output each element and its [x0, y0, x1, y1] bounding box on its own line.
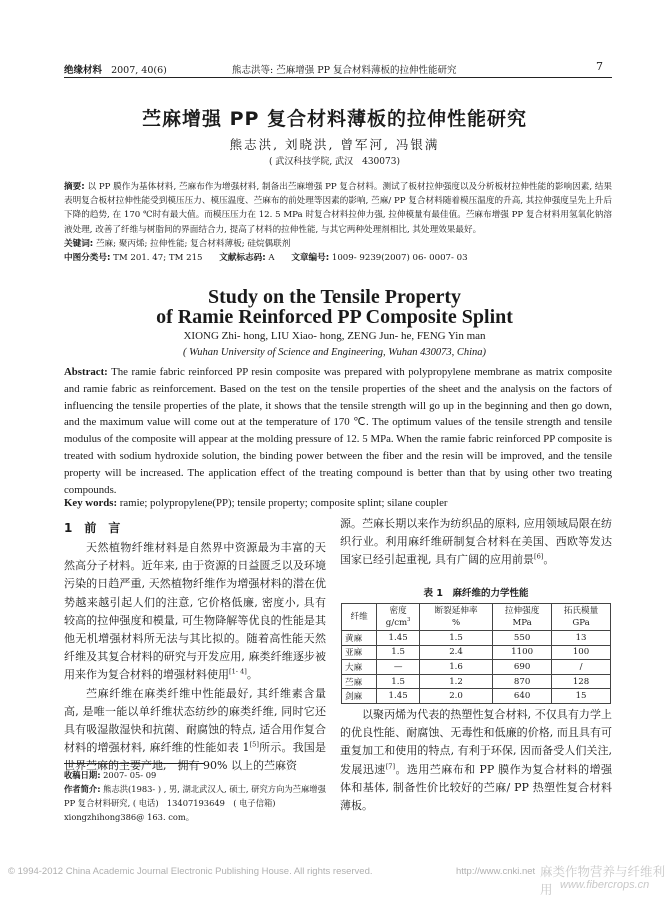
- journal-volume: 2007, 40(6): [111, 65, 167, 76]
- table-cell: 黄麻: [342, 631, 377, 646]
- citation-ref: [6]: [534, 552, 544, 561]
- cn-keywords-text: 苎麻; 聚丙烯; 拉伸性能; 复合材料薄板; 硅烷偶联剂: [95, 238, 291, 249]
- header-unit: GPa: [572, 618, 590, 628]
- doc-code-value: A: [268, 253, 275, 264]
- table-cell: 690: [493, 660, 552, 675]
- header-unit: MPa: [512, 618, 532, 628]
- header-unit: g/cm: [385, 618, 408, 628]
- header-label: 密度: [389, 606, 407, 616]
- header-label: 拉伸强度: [504, 606, 540, 616]
- table-caption: 表 1 麻纤维的力学性能: [423, 588, 529, 599]
- intro-paragraph-3: [340, 515, 612, 570]
- table-cell: 2.4: [419, 645, 492, 660]
- en-authors: XIONG Zhi- hong, LIU Xiao- hong, ZENG Jun- he, FENG Yin man: [183, 330, 486, 342]
- table-cell: 亚麻: [342, 645, 377, 660]
- bio-label: 作者简介:: [64, 784, 101, 794]
- cn-authors: 熊志洪, 刘晓洪, 曾军河, 冯银满: [229, 137, 440, 152]
- en-title-line1: Study on the Tensile Property: [208, 286, 461, 308]
- article-no-label: 文章编号:: [291, 253, 330, 264]
- table-cell: 640: [493, 689, 552, 704]
- para1-text: 天然植物纤维材料是自然界中资源最为丰富的天然高分子材料。近年来, 由于资源的日益匮乏以及环境污染的日趋严重, 天然植物纤维作为增强材料的潜在优势越来越引起人们的注意, 它价格低廉, 密度小, 具有较高的拉伸强度和模量, 可生物降解等优良的性能是其他无机增强材料所无法与其比拟的。随着高性能天然纤维及其复合材料的研究与开发应用, 麻类纤维逐步被用来作为复合材料的增强材料使用: [64, 541, 326, 682]
- header-elongation: [419, 604, 492, 631]
- cn-classification: [64, 251, 612, 265]
- section-heading: 1 前 言: [64, 521, 121, 535]
- header-unit: %: [451, 618, 461, 628]
- intro-paragraph-1: [64, 539, 326, 685]
- cn-title: 苎麻增强 PP 复合材料薄板的拉伸性能研究: [141, 108, 528, 130]
- table-cell: 870: [493, 674, 552, 689]
- header-tensile-strength: [493, 604, 552, 631]
- article-no-value: 1009- 9239(2007) 06- 0007- 03: [331, 253, 468, 264]
- table-row: [342, 689, 611, 704]
- cnki-url[interactable]: http://www.cnki.net: [456, 866, 536, 877]
- watermark-url: www.fibercrops.cn: [560, 879, 650, 891]
- header-density: [377, 604, 420, 631]
- table-cell: 100: [552, 645, 611, 660]
- cn-abstract: [64, 180, 612, 237]
- en-keywords-label: Key words:: [64, 497, 118, 509]
- header-fiber: [342, 604, 377, 631]
- table-cell: 1.45: [377, 689, 420, 704]
- fiber-properties-table: [341, 603, 611, 704]
- header-modulus: [552, 604, 611, 631]
- table-cell: 550: [493, 631, 552, 646]
- header-rule: [64, 77, 612, 78]
- right-column-top: [340, 515, 612, 570]
- cn-abstract-block: [64, 180, 612, 265]
- table-cell: 2.0: [419, 689, 492, 704]
- citation-ref: [7]: [385, 761, 396, 770]
- table-cell: 1.5: [419, 631, 492, 646]
- footnote-rule: [64, 763, 204, 764]
- clc-label: 中图分类号:: [64, 253, 111, 264]
- journal-title: 绝缘材料: [64, 65, 103, 76]
- cn-keywords-label: 关键词:: [64, 238, 94, 249]
- en-affiliation: ( Wuhan University of Science and Engineering, Wuhan 430073, China): [183, 347, 486, 358]
- table-cell: 1.5: [377, 645, 420, 660]
- table-cell: 苎麻: [342, 674, 377, 689]
- running-title: 熊志洪等: 苎麻增强 PP 复合材料薄板的拉伸性能研究: [232, 65, 457, 76]
- table-cell: 128: [552, 674, 611, 689]
- table-cell: 1100: [493, 645, 552, 660]
- para2-end: 所示。我国是世界苎麻的主要产地, 拥有 90% 以上的苎麻资: [64, 741, 326, 773]
- cn-affiliation: ( 武汉科技学院, 武汉 430073): [269, 157, 400, 167]
- footnote: [64, 768, 326, 824]
- cn-abstract-text: 以 PP 膜作为基体材料, 苎麻布作为增强材料, 制备出苎麻增强 PP 复合材料。测试了板材拉伸强度以及分析板材拉伸性能的影响因素, 结果表明复合板材拉伸性能受到模压压力、模压温度、苎麻布的前处理等因素的影响, 苎麻/ PP 复合材料随着模压温度的升高, 其拉伸强度呈先上升后下降的趋势, 在 170 ℃时有最大值。而模压压力在 12. 5 MPa 时复合材料拉伸力强, 拉伸模量有最佳值。苎麻布增强 PP 复合材料用氢氧化钠溶液处理, 改善了纤维与树脂间的界面结合力, 提高了材料的拉伸性能, 与其它两种处理剂相比, 其处理效果最好。: [64, 182, 613, 235]
- left-column: [64, 539, 326, 776]
- table-cell: 1.2: [419, 674, 492, 689]
- citation-ref: [5]: [249, 740, 259, 749]
- table-cell: 15: [552, 689, 611, 704]
- cn-keywords: [64, 237, 612, 251]
- para3-text: 源。苎麻长期以来作为纺织品的原料, 应用领域局限在纺织行业。利用麻纤维研制复合材料在美国、西欧等发达国家已经引起重视, 具有广阔的应用前景: [340, 517, 612, 567]
- para1-end: 。: [246, 668, 258, 682]
- copyright-notice: © 1994-2012 China Academic Journal Electronic Publishing House. All rights reserved.: [8, 866, 373, 877]
- intro-paragraph-4: [340, 706, 612, 815]
- bio-text: 熊志洪(1983- ) , 男, 湖北武汉人, 硕士, 研究方向为苎麻增强 PP 复合材料研究, ( 电话) 13407193649 ( 电子信箱) xiongzhihong386@ 163. com。: [64, 784, 326, 822]
- intro-paragraph-2: [64, 685, 326, 776]
- journal-name: [64, 62, 167, 76]
- watermark-text: 麻类作物营养与纤维利用: [540, 864, 666, 897]
- table-cell: 1.45: [377, 631, 420, 646]
- page-number: 7: [596, 60, 603, 73]
- table-row: [342, 631, 611, 646]
- en-keywords-text: ramie; polypropylene(PP); tensile property; composite splint; silane coupler: [119, 497, 448, 509]
- right-column-bottom: [340, 706, 612, 815]
- header-label: 纤维: [350, 612, 368, 622]
- header-unit-sup: 3: [407, 617, 411, 624]
- table-cell: —: [377, 660, 420, 675]
- en-abstract-label: Abstract:: [64, 366, 108, 378]
- table-cell: 13: [552, 631, 611, 646]
- clc-value: TM 201. 47; TM 215: [113, 253, 203, 264]
- received-date: [64, 768, 326, 782]
- table-cell: 1.5: [377, 674, 420, 689]
- table-row: [342, 645, 611, 660]
- received-value: 2007- 05- 09: [103, 770, 157, 780]
- table-cell: /: [552, 660, 611, 675]
- received-label: 收稿日期:: [64, 770, 101, 780]
- en-keywords: [64, 497, 612, 509]
- table-header-row: [342, 604, 611, 631]
- table-cell: 1.6: [419, 660, 492, 675]
- table-cell: 大麻: [342, 660, 377, 675]
- header-label: 拓氏模量: [563, 606, 599, 616]
- table-row: [342, 660, 611, 675]
- table-cell: 剑麻: [342, 689, 377, 704]
- para2-text: 苎麻纤维在麻类纤维中性能最好, 其纤维素含量高, 是唯一能以单纤维状态纺纱的麻类纤维, 同时它还具有吸湿散湿快和抗菌、耐腐蚀的特点, 适合用作复合材料的增强材料, 麻纤维的性能如表 1: [64, 686, 326, 755]
- author-bio: [64, 782, 326, 824]
- doc-code-label: 文献标志码:: [219, 253, 266, 264]
- en-abstract-text: The ramie fabric reinforced PP resin composite was prepared with polypropylene membrane as matrix composite and ramie fabric as reinforcement. Based on the test on the tensile properties of the sheet and the analysis on the factors of influencing the tensile properties of the plate, it shows that the tensile strength will go up in the beginning and then go down, and the maximum value will come out at the temperature of 170 ℃. The optimum values of the tensile strength and tensile modulus of the composite will appear at the molding pressure of 12. 5 MPa. When the ramie fabric reinforced PP composite is treated with sodium hydroxide solution, the binding power between the fiber and the resin will be improved, and the tensile property will be increased. The application effect of the treating compound is better than that by using other two treating compounds.: [64, 366, 612, 496]
- header-label: 断裂延伸率: [434, 606, 478, 616]
- citation-ref: [1- 4]: [229, 667, 247, 676]
- en-title-line2: of Ramie Reinforced PP Composite Splint: [156, 306, 513, 328]
- para4-text: 以聚丙烯为代表的热塑性复合材料, 不仅具有力学上的优良性能、耐腐蚀、无毒性和低廉的价格, 而且具有可重复加工和使用的特点, 有利于环保, 因而备受人们关注, 发展迅速: [340, 708, 612, 776]
- para3-end: 。: [543, 553, 555, 567]
- para4-end: 。选用苎麻布和 PP 膜作为复合材料的增强体和基体, 制备性价比较好的苎麻/ PP 热塑性复合材料薄板。: [340, 762, 613, 813]
- table-row: [342, 674, 611, 689]
- cn-abstract-label: 摘要:: [64, 182, 85, 192]
- en-abstract: [64, 364, 612, 498]
